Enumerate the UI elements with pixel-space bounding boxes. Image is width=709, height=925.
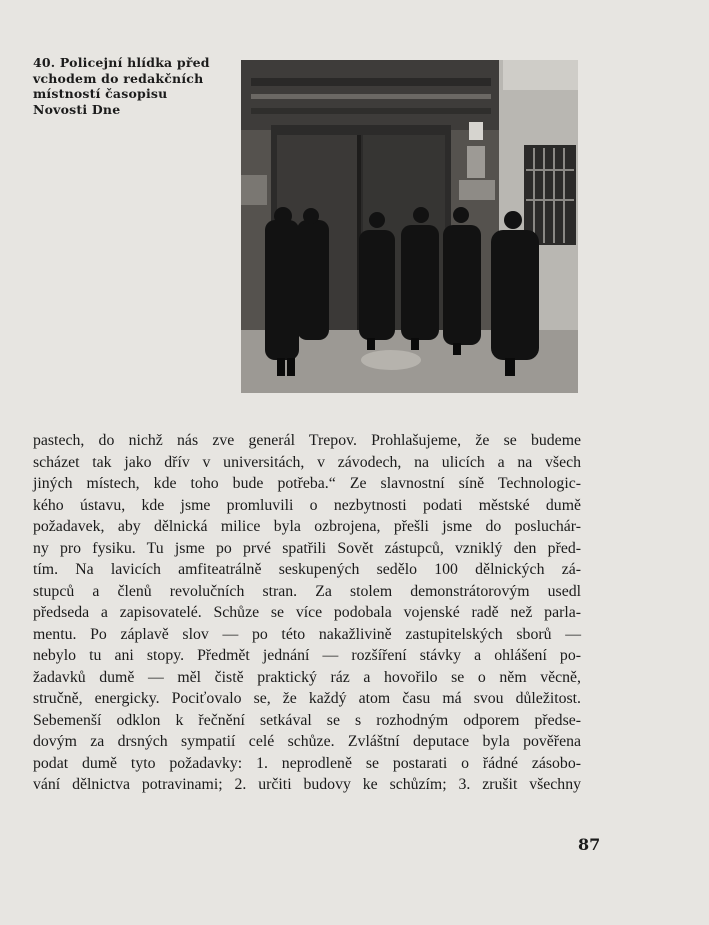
text-line: předseda a zapisovatelé. Schůze se více podobala vojenské radě než parla- xyxy=(33,604,581,621)
caption-line: vchodem do redakčních xyxy=(33,70,204,86)
text-line: kého ústavu, kde jsme promluvili o nezbytnosti podati městské dumě xyxy=(33,496,581,514)
caption-line: Novosti Dne xyxy=(33,101,121,117)
body-text xyxy=(33,430,581,796)
figure-caption xyxy=(33,55,223,117)
text-line: žadavků dumě — měl čistě praktický ráz a hovořilo se o něm věcně, xyxy=(33,668,581,686)
text-line: nebylo tu ani stopy. Předmět jednání — rozšíření stávky a ohlášení po- xyxy=(33,647,581,664)
text-line: mentu. Po záplavě slov — po této nakažlivině zastupitelských sborů — xyxy=(33,625,581,643)
text-line: jiných místech, kde toho bude potřeba.“ Ze slavnostní síně Technologic- xyxy=(33,475,581,492)
figure-photo xyxy=(241,60,578,393)
text-line: vání dělnictva potravinami; 2. určiti budovy ke schůzím; 3. zrušit všechny xyxy=(33,776,581,793)
caption-line: místností časopisu xyxy=(33,86,168,101)
text-line: dovým za drsných sympatií celé schůze. Zvláštní deputace byla pověřena xyxy=(33,733,581,750)
text-line: Sebemenší odklon k řečnění setkával se s rozhodným odporem předse- xyxy=(33,711,581,729)
text-line: požadavek, aby dělnická milice byla ozbrojena, přešli jsme do posluchár- xyxy=(33,518,581,535)
text-line: stručně, energicky. Pociťovalo se, že každý atom času má svou důležitost. xyxy=(33,690,581,707)
text-line: tím. Na lavicích amfiteatrálně seskupených sedělo 100 dělnických zá- xyxy=(33,561,581,578)
text-line: podat dumě tyto požadavky: 1. neprodleně se postarati o řádné zásobo- xyxy=(33,754,581,772)
text-line: pastech, do nichž nás zve generál Trepov. Prohlašujeme, že se budeme xyxy=(33,432,581,449)
text-line: ny pro fysiku. Tu jsme po prvé spatřili Sovět zástupců, vzniklý den před- xyxy=(33,539,581,557)
text-line: stupců a členů revolučních stran. Za stolem demonstrátorovým usedl xyxy=(33,582,581,600)
text-line: scházet tak jako dřív v universitách, v závodech, na ulicích a na všech xyxy=(33,453,581,471)
caption-line: 40. Policejní hlídka před xyxy=(33,55,210,70)
photo-image xyxy=(241,60,578,393)
page-number: 87 xyxy=(578,835,601,854)
